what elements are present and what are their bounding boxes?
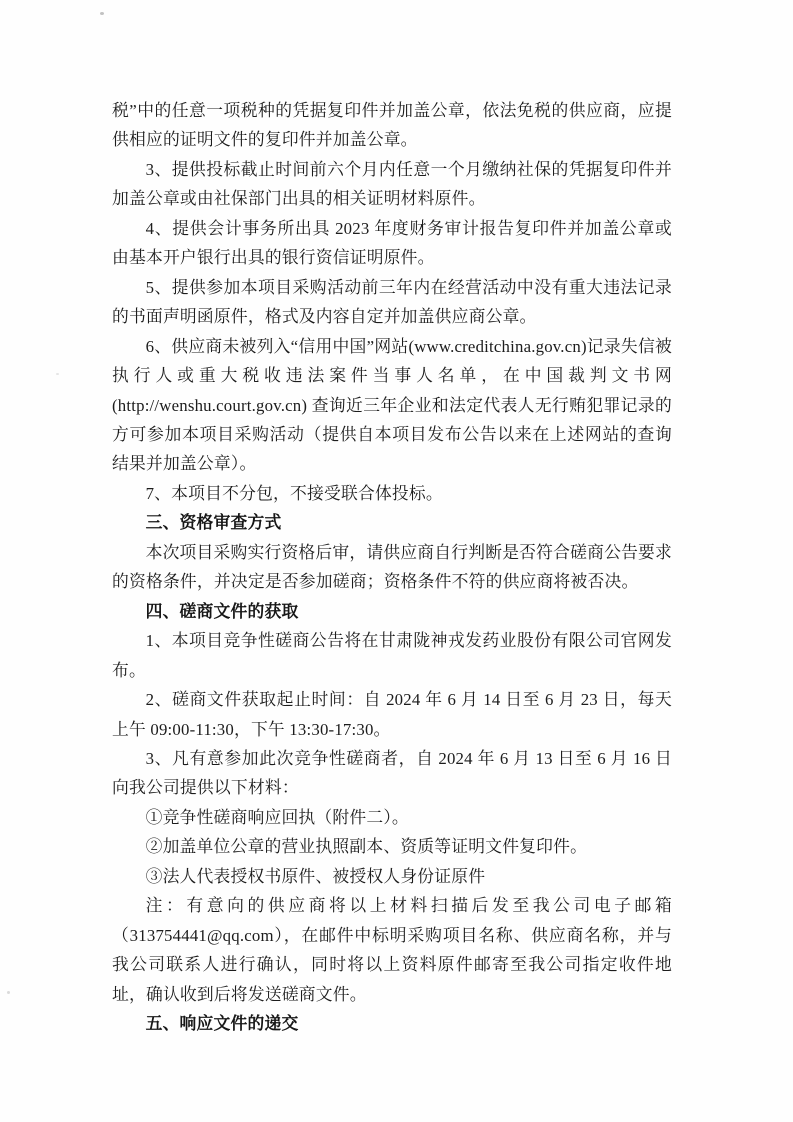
paragraph: 7、本项目不分包，不接受联合体投标。 xyxy=(145,483,443,503)
paragraph: 3、凡有意参加此次竞争性磋商者，自 2024 年 6 月 13 日至 6 月 16 日向我公司提供以下材料： xyxy=(112,748,672,798)
paragraph: 5、提供参加本项目采购活动前三年内在经营活动中没有重大违法记录的书面声明函原件，格式及内容自定并加盖供应商公章。 xyxy=(112,277,672,327)
paragraph: 本次项目采购实行资格后审，请供应商自行判断是否符合磋商公告要求的资格条件，并决定是否参加磋商；资格条件不符的供应商将被否决。 xyxy=(112,542,673,592)
paragraph: 3、提供投标截止时间前六个月内任意一个月缴纳社保的凭据复印件并加盖公章或由社保部门出具的相关证明材料原件。 xyxy=(112,159,672,209)
document-text-block xyxy=(112,96,672,1039)
paragraph: 4、提供会计事务所出具 2023 年度财务审计报告复印件并加盖公章或由基本开户银行出具的银行资信证明原件。 xyxy=(112,218,672,268)
paragraph: ①竞争性磋商响应回执（附件二）。 xyxy=(145,807,409,827)
section-heading: 三、资格审查方式 xyxy=(145,513,282,533)
section-heading: 五、响应文件的递交 xyxy=(145,1014,299,1034)
scan-speck xyxy=(7,991,10,994)
paragraph: 注：有意向的供应商将以上材料扫描后发至我公司电子邮箱（313754441@qq.com），在邮件中标明采购项目名称、供应商名称，并与我公司联系人进行确认，同时将以上资料原件邮寄至我公司指定收件地址，确认收到后将发送磋商文件。 xyxy=(112,896,672,1004)
paragraph: ③法人代表授权书原件、被授权人身份证原件 xyxy=(145,866,486,886)
paragraph: 2、磋商文件获取起止时间：自 2024 年 6 月 14 日至 6 月 23 日，每天上午 09:00-11:30，下午 13:30-17:30。 xyxy=(112,690,672,739)
scan-speck xyxy=(100,12,104,15)
section-heading: 四、磋商文件的获取 xyxy=(145,601,299,621)
paragraph: 1、本项目竞争性磋商公告将在甘肃陇神戎发药业股份有限公司官网发布。 xyxy=(112,631,672,680)
scan-speck xyxy=(56,373,59,375)
paragraph: 税”中的任意一项税种的凭据复印件并加盖公章，依法免税的供应商，应提供相应的证明文件的复印件并加盖公章。 xyxy=(112,101,672,150)
paragraph: ②加盖单位公章的营业执照副本、资质等证明文件复印件。 xyxy=(145,837,588,857)
paragraph: 6、供应商未被列入“信用中国”网站(www.creditchina.gov.cn)记录失信被执行人或重大税收违法案件当事人名单，在中国裁判文书网(http://wenshu.court.gov.cn) 查询近三年企业和法定代表人无行贿犯罪记录的方可参加本项目采购活动（提供自本项目发布公告以来在上述网站的查询结果并加盖公章）。 xyxy=(112,336,672,474)
